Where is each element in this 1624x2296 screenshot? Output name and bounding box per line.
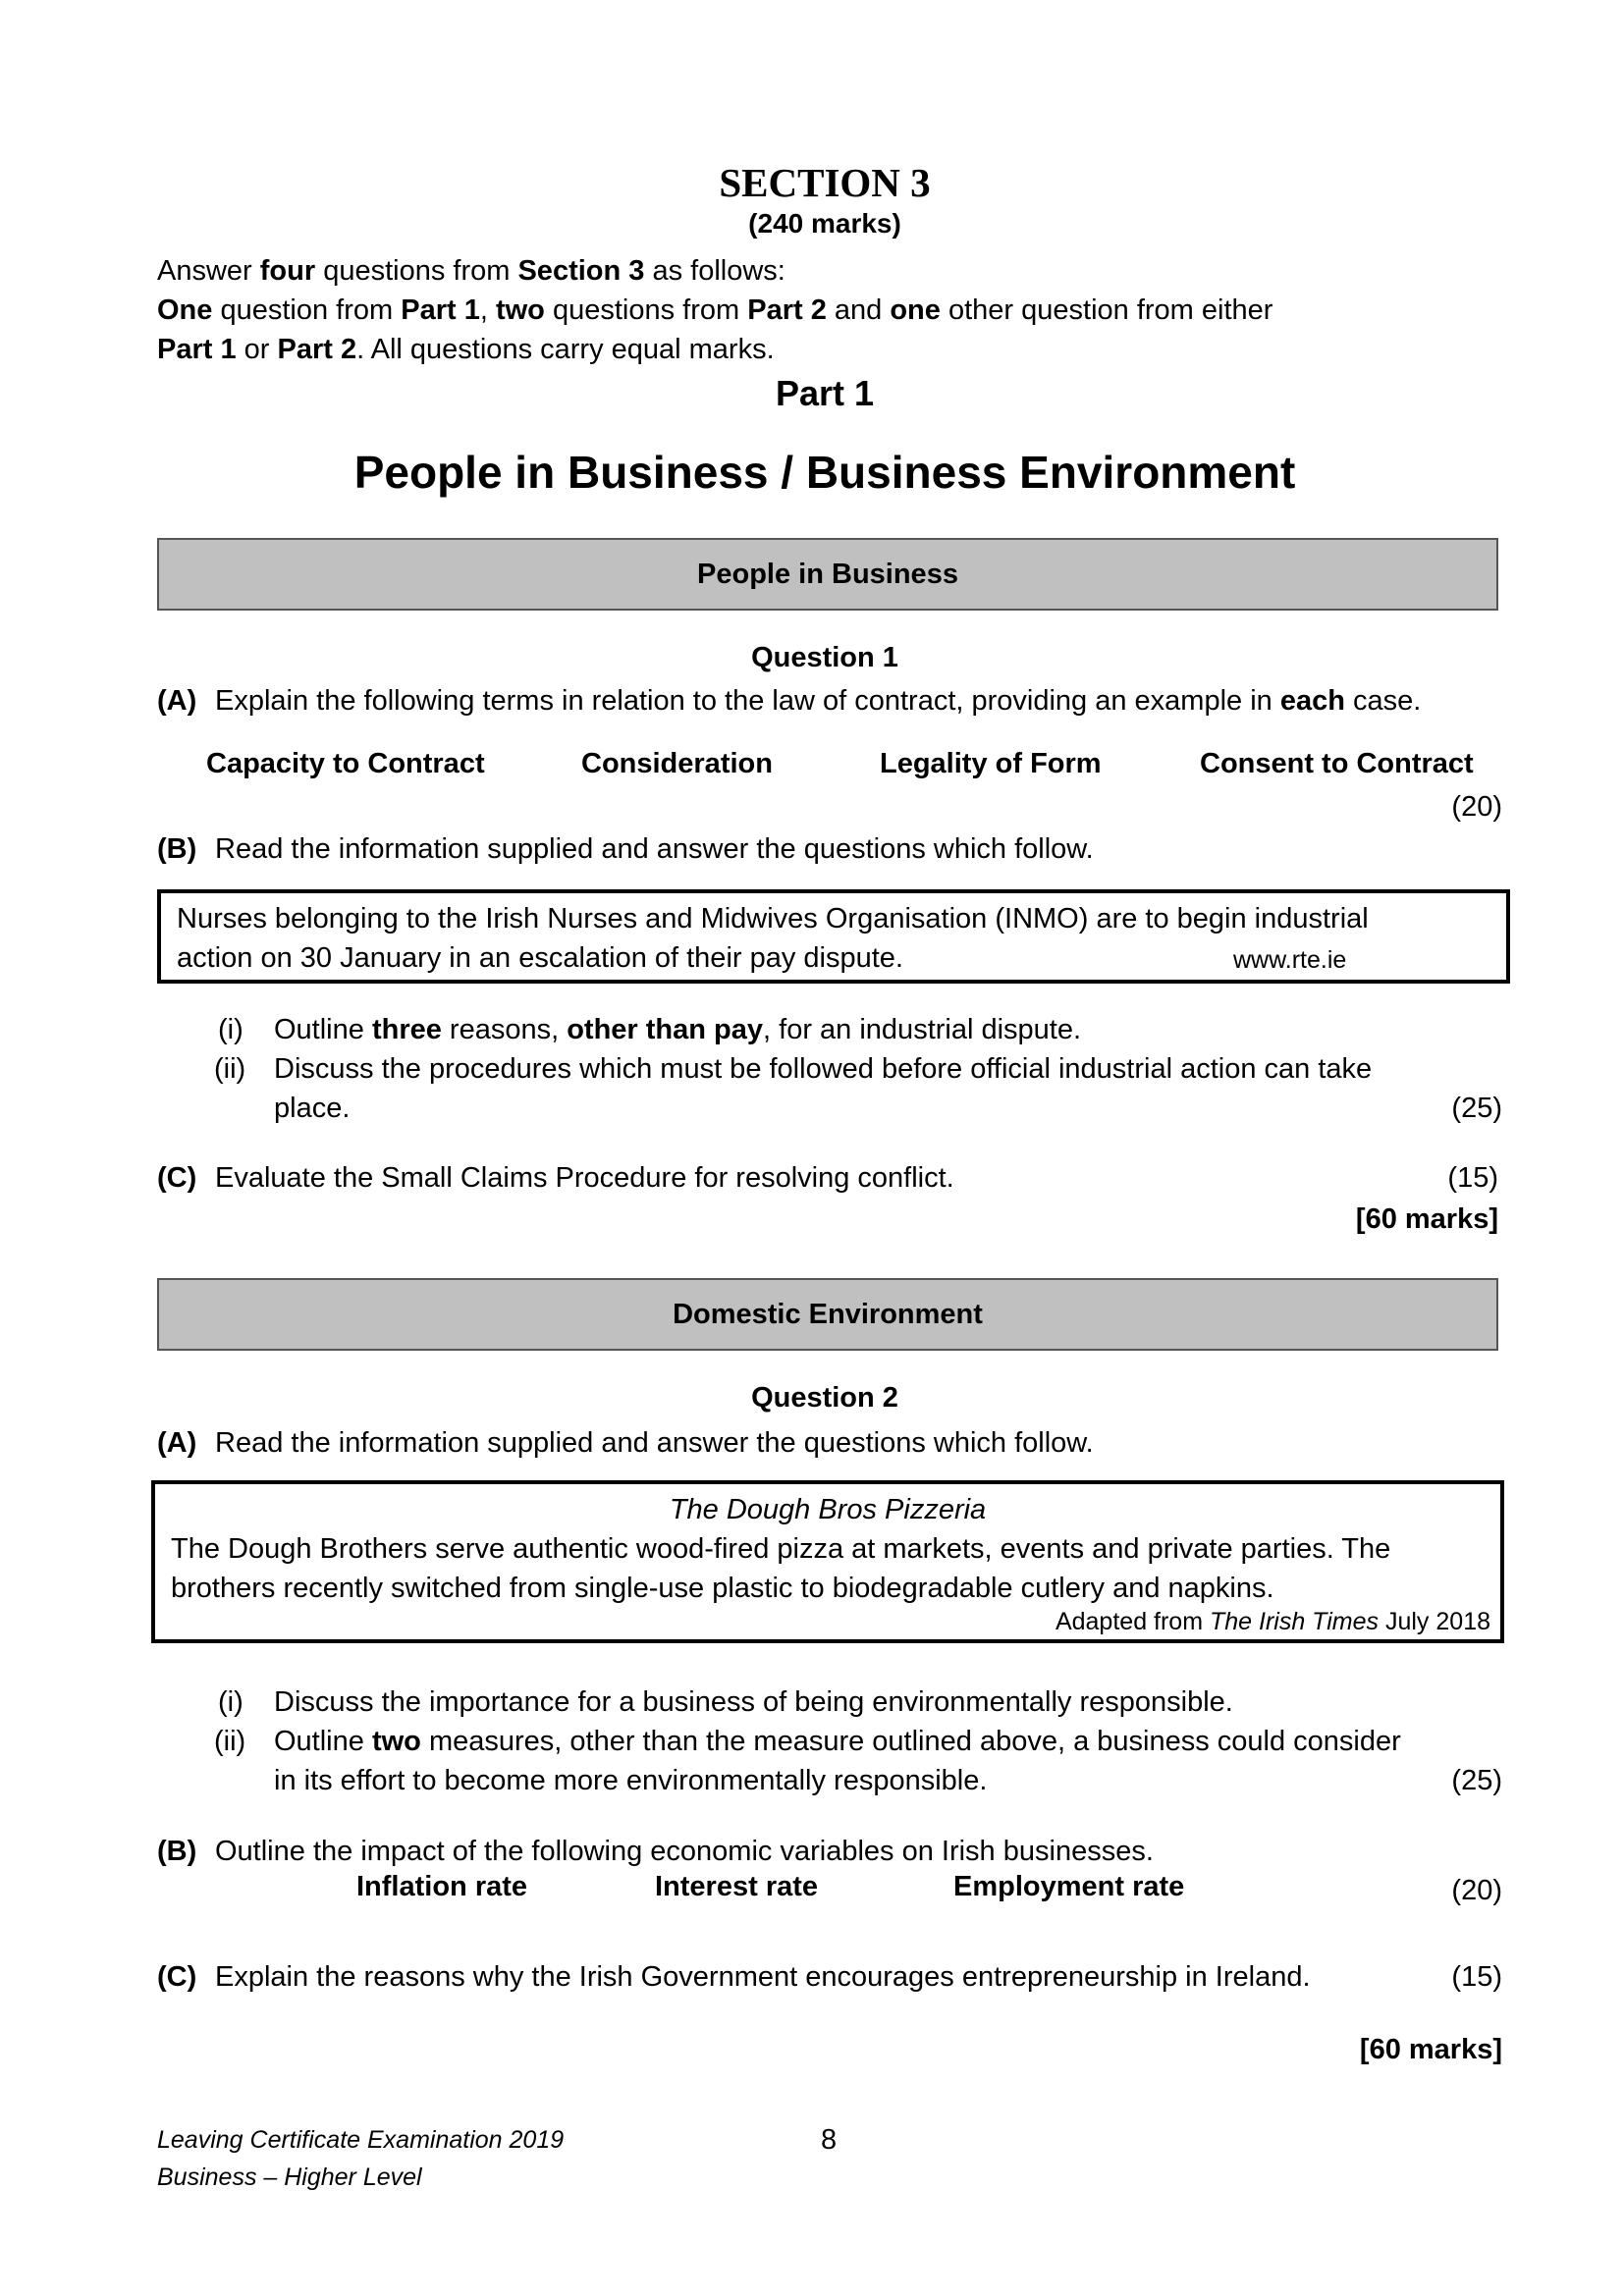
q2-info-box [151, 1480, 1504, 1643]
q2-total-marks: [60 marks] [1359, 2034, 1502, 2065]
q2-b-text: Outline the impact of the following economic variables on Irish businesses. [215, 1836, 1154, 1867]
term-capacity: Capacity to Contract [206, 748, 485, 779]
q2-c-marks: (15) [1451, 1961, 1502, 1993]
term-consent: Consent to Contract [1200, 748, 1474, 779]
q1-box-source: www.rte.ie [1233, 946, 1347, 974]
q2-i-text: Discuss the importance for a business of being environmentally responsible. [274, 1686, 1233, 1718]
footer-subject: Business – Higher Level [157, 2163, 422, 2191]
instructions-line-1: Answer four questions from Section 3 as follows: [157, 255, 785, 287]
term-consideration: Consideration [581, 748, 773, 779]
q2-b-label: (B) [157, 1836, 197, 1867]
q2-box-line-1: The Dough Brothers serve authentic wood-fired pizza at markets, events and private parties. The [171, 1533, 1391, 1565]
q1-info-box [157, 889, 1510, 984]
q2-c-text: Explain the reasons why the Irish Government encourages entrepreneurship in Ireland. [215, 1961, 1311, 1993]
banner-people-in-business [157, 538, 1498, 611]
q2-b-marks: (20) [1451, 1875, 1502, 1906]
variable-interest: Interest rate [655, 1871, 819, 1902]
section-title: SECTION 3 [719, 160, 931, 205]
q2-box-title: The Dough Bros Pizzeria [669, 1494, 987, 1525]
section-marks: (240 marks) [748, 208, 901, 239]
q1-ii-label: (ii) [214, 1053, 246, 1085]
q1-ii-line-1: Discuss the procedures which must be followed before official industrial action can take [274, 1053, 1373, 1085]
q1-box-line-1: Nurses belonging to the Irish Nurses and Midwives Organisation (INMO) are to begin industrial [177, 903, 1369, 934]
q2-c-label: (C) [157, 1961, 197, 1993]
instructions-line-2: One question from Part 1, two questions from Part 2 and one other question from either [157, 294, 1273, 326]
variable-employment: Employment rate [953, 1871, 1185, 1902]
banner-label: People in Business [697, 558, 958, 590]
q2-i-label: (i) [218, 1686, 244, 1718]
q1-a-marks: (20) [1451, 791, 1502, 823]
part-title: People in Business / Business Environment [353, 447, 1296, 498]
q1-b-text: Read the information supplied and answer the questions which follow. [215, 833, 1094, 865]
q1-i-text: Outline three reasons, other than pay, for an industrial dispute. [274, 1014, 1082, 1045]
q2-ii-label: (ii) [214, 1726, 246, 1757]
question-1-title: Question 1 [751, 642, 898, 673]
q2-ii-line-2: in its effort to become more environmentally responsible. [274, 1765, 988, 1796]
page-number: 8 [821, 2124, 838, 2156]
q1-box-line-2: action on 30 January in an escalation of their pay dispute. [177, 942, 903, 974]
term-legality: Legality of Form [880, 748, 1102, 779]
q2-a-label: (A) [157, 1427, 197, 1459]
banner-domestic-environment [157, 1278, 1498, 1351]
q1-c-text: Evaluate the Small Claims Procedure for resolving conflict. [215, 1162, 954, 1194]
q1-c-label: (C) [157, 1162, 197, 1194]
q2-box-source: Adapted from The Irish Times July 2018 [1055, 1608, 1490, 1635]
q1-a-text: Explain the following terms in relation to the law of contract, providing an example in each case. [215, 685, 1422, 717]
footer-exam-name: Leaving Certificate Examination 2019 [157, 2126, 565, 2154]
q1-c-marks: (15) [1447, 1162, 1498, 1194]
q2-a-text: Read the information supplied and answer the questions which follow. [215, 1427, 1094, 1459]
q1-b-label: (B) [157, 833, 197, 865]
q2-a-marks: (25) [1451, 1765, 1502, 1796]
q1-ii-line-2: place. [274, 1093, 351, 1124]
banner-label: Domestic Environment [673, 1298, 983, 1330]
q1-b-marks: (25) [1451, 1093, 1502, 1124]
q2-box-line-2: brothers recently switched from single-use plastic to biodegradable cutlery and napkins. [171, 1573, 1274, 1604]
instructions-line-3: Part 1 or Part 2. All questions carry equal marks. [157, 334, 775, 365]
q2-ii-line-1: Outline two measures, other than the measure outlined above, a business could consider [274, 1726, 1401, 1757]
q1-a-label: (A) [157, 685, 197, 717]
question-2-title: Question 2 [751, 1382, 898, 1414]
q1-i-label: (i) [218, 1014, 244, 1045]
variable-inflation: Inflation rate [356, 1871, 528, 1902]
q1-total-marks: [60 marks] [1355, 1203, 1498, 1235]
part-label: Part 1 [775, 373, 875, 413]
